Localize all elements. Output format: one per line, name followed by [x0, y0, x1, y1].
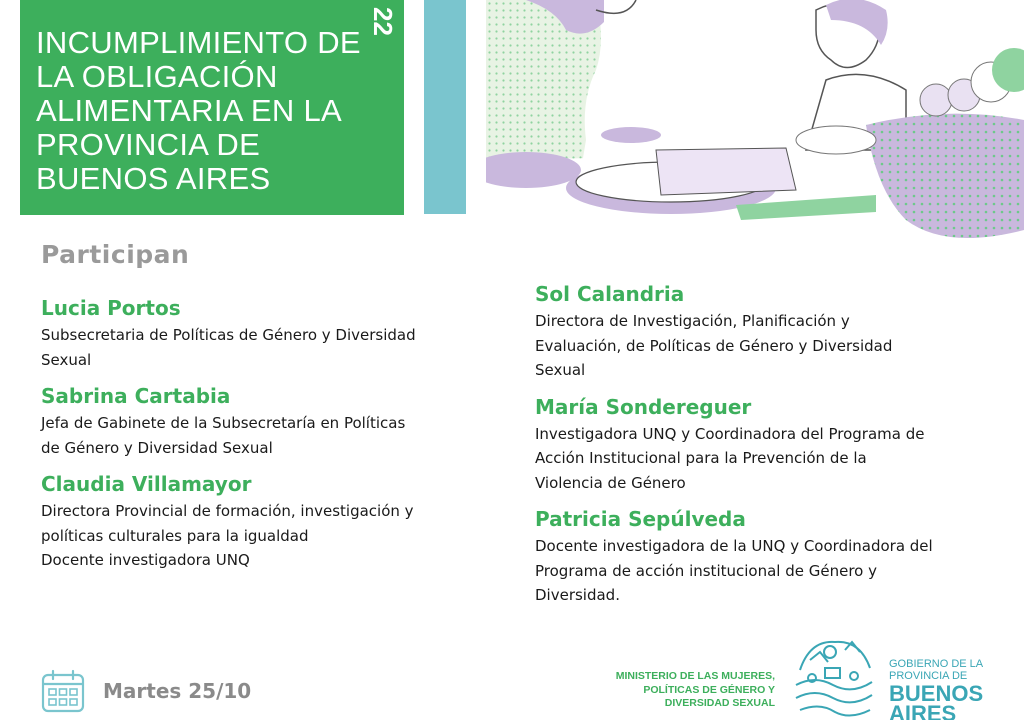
teal-accent-bar [424, 0, 466, 214]
participant-entry [41, 469, 481, 573]
government-logo [889, 658, 983, 720]
ministry-name: MINISTERIO DE LAS MUJERES, POLÍTICAS DE GÉNERO Y DIVERSIDAD SEXUAL [615, 670, 775, 709]
participant-role: Directora Provincial de formación, investigación y políticas culturales para la igualdad Docente investigadora UNQ [41, 502, 414, 569]
participants-right-column [535, 279, 995, 617]
participant-role: Directora de Investigación, Planificación y Evaluación, de Políticas de Género y Diversidad Sexual [535, 312, 893, 379]
participant-name: Sabrina Cartabia [41, 384, 231, 408]
event-date [41, 666, 251, 716]
participants-heading: Participan [41, 240, 190, 269]
participant-entry [41, 293, 481, 372]
participant-name: Patricia Sepúlveda [535, 507, 746, 531]
participant-role: Jefa de Gabinete de la Subsecretaría en Políticas de Género y Diversidad Sexual [41, 414, 406, 457]
government-label: GOBIERNO DE LA PROVINCIA DE [889, 658, 984, 682]
title-banner [20, 0, 404, 215]
participant-entry [535, 504, 995, 608]
event-date-text: Martes 25/10 [103, 679, 252, 703]
participants-left-column [41, 293, 481, 582]
participant-name: María Sondereguer [535, 394, 752, 419]
page-title: INCUMPLIMIENTO DE LA OBLIGACIÓN ALIMENTARIA EN LA PROVINCIA DE BUENOS AIRES [36, 25, 361, 196]
calendar-icon [41, 669, 85, 713]
participant-entry [535, 279, 995, 383]
participant-role: Docente investigadora de la UNQ y Coordinadora del Programa de acción institucional de Género y Diversidad. [535, 537, 933, 604]
participant-name: Claudia Villamayor [41, 472, 252, 496]
participant-role: Investigadora UNQ y Coordinadora del Programa de Acción Institucional para la Prevención de la Violencia de Género [535, 424, 925, 492]
participant-name: Sol Calandria [535, 282, 685, 306]
participant-entry [41, 381, 481, 460]
year-fragment: 22 [368, 6, 398, 36]
participant-name: Lucia Portos [41, 296, 181, 320]
family-meal-illustration [486, 0, 1024, 240]
province-name: BUENOS AIRES [889, 681, 984, 720]
participant-role: Subsecretaria de Políticas de Género y Diversidad Sexual [41, 326, 416, 369]
province-emblem [790, 630, 876, 720]
participant-entry [535, 392, 995, 496]
